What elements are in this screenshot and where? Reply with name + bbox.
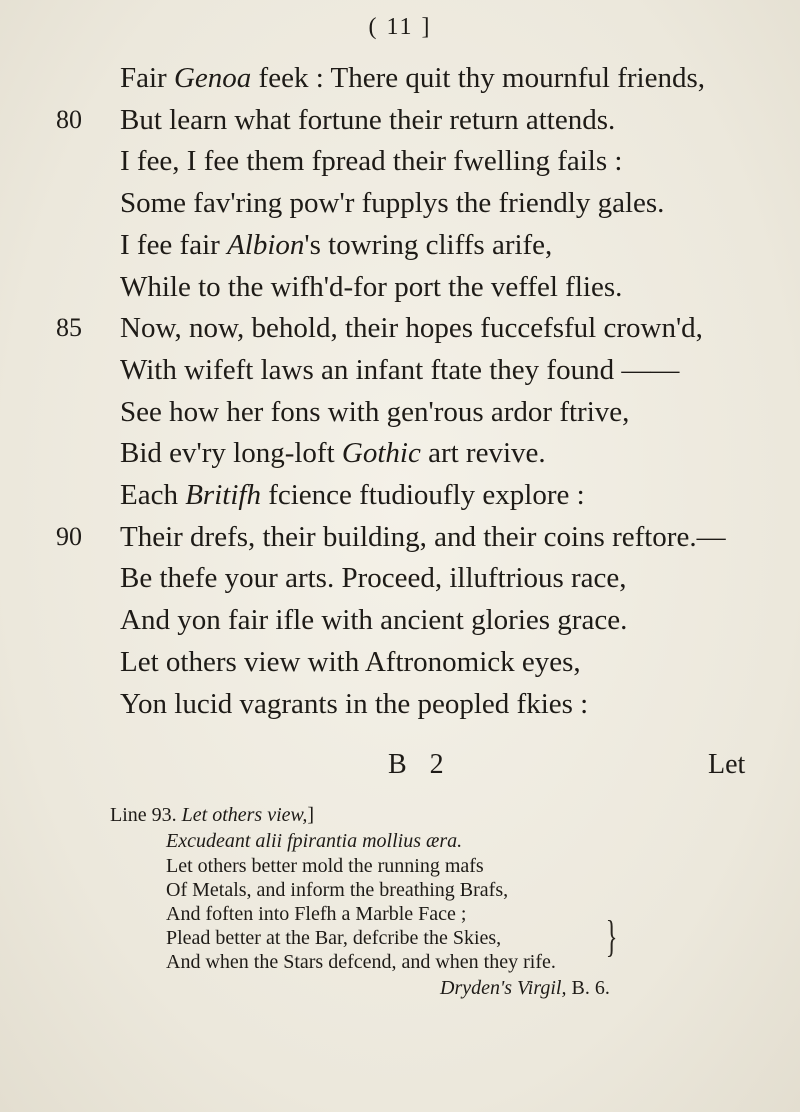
verse-text: I fee, I fee them fpread their fwelling fails : [120, 145, 623, 178]
footnote-translation-line: Let others better mold the running mafs [166, 855, 484, 877]
footnote-latin-quote: Excudeant alii fpirantia mollius æra. [166, 830, 463, 852]
catchword: Let [708, 749, 746, 780]
page-number: ( 11 ] [368, 14, 432, 40]
line-number: 80 [56, 104, 82, 134]
verse-text: And yon fair ifle with ancient glories grace. [120, 604, 628, 637]
signature-mark: B 2 [388, 749, 452, 780]
line-number: 85 [56, 313, 82, 343]
verse-text: Each Britifh fcience ftudioufly explore : [120, 479, 585, 511]
verse-text: Their drefs, their building, and their coins reftore.— [120, 520, 726, 553]
verse-text: Fair Genoa feek : There quit thy mournful friends, [120, 62, 705, 94]
verse-text: Let others view with Aftronomick eyes, [120, 645, 581, 678]
footnote-translation-line: And foften into Flefh a Marble Face ; [166, 903, 467, 925]
triplet-brace: } [605, 912, 618, 961]
footnote-translation-line: And when the Stars defcend, and when they rife. [166, 951, 556, 973]
footnote-translation-line: Of Metals, and inform the breathing Brafs, [166, 879, 509, 901]
verse-text: Bid ev'ry long-loft Gothic art revive. [120, 437, 546, 470]
verse-text: See how her fons with gen'rous ardor ftrive, [120, 395, 630, 428]
verse-text: Be thefe your arts. Proceed, illuftrious race, [120, 562, 627, 595]
verse-text: Yon lucid vagrants in the peopled fkies : [120, 687, 589, 720]
footnote-line-reference: Line 93. Let others view,] [110, 804, 315, 826]
footnote-translation-line: Plead better at the Bar, defcribe the Skies, [166, 927, 502, 949]
verse-text: With wifeft laws an infant ftate they found —— [120, 353, 680, 386]
verse-text: I fee fair Albion's towring cliffs arife, [120, 228, 553, 261]
verse-text: But learn what fortune their return attends. [120, 103, 616, 136]
verse-text: While to the wifh'd-for port the veffel flies. [120, 270, 623, 303]
line-number: 90 [56, 521, 82, 551]
verse-text: Some fav'ring pow'r fupplys the friendly gales. [120, 187, 665, 220]
verse-text: Now, now, behold, their hopes fuccefsful crown'd, [120, 312, 703, 345]
footnote-source: Dryden's Virgil, B. 6. [440, 977, 610, 999]
